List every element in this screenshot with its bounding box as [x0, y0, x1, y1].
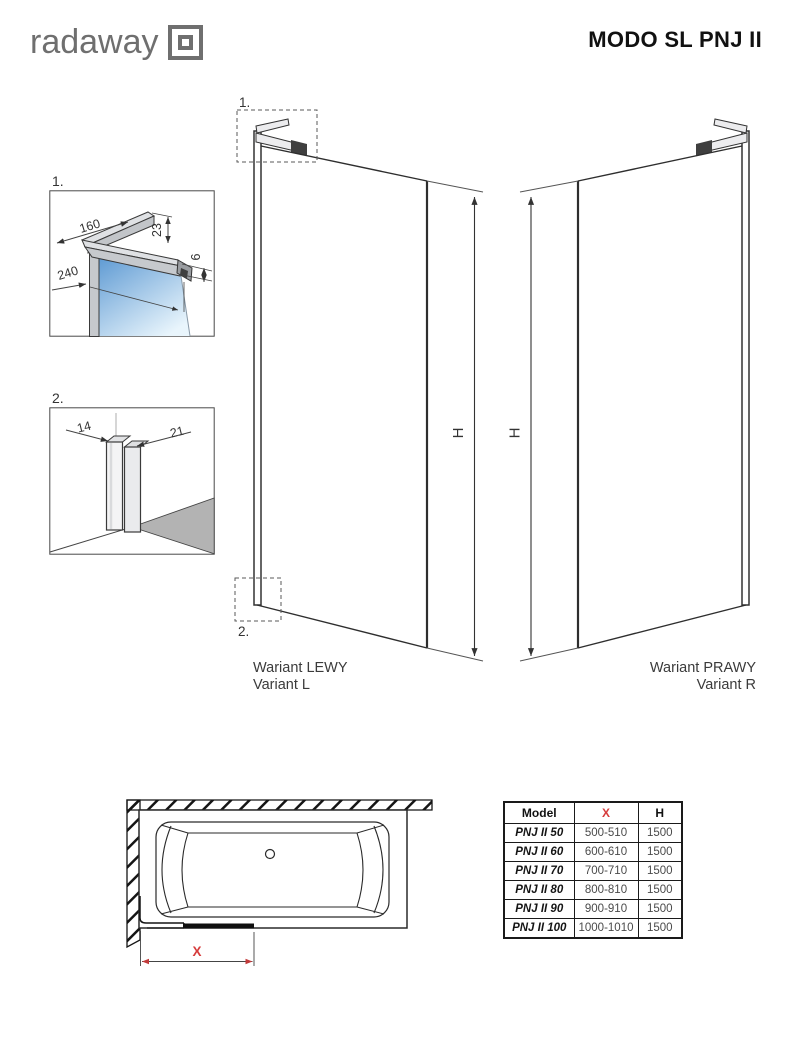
table-row	[504, 824, 682, 843]
dim-6-label: 6	[189, 253, 203, 261]
bottom-profiles	[107, 436, 149, 532]
h-cell: 1500	[638, 824, 682, 843]
detail2-callout: 2.	[52, 390, 64, 406]
dim-23-label: 23	[150, 223, 164, 237]
variant-left-drawing	[235, 95, 483, 661]
spec-table	[503, 801, 683, 939]
model-cell: PNJ II 90	[504, 900, 574, 919]
glass-top-edge-left	[261, 146, 427, 181]
wall-profile-left	[254, 131, 261, 605]
h-cell: 1500	[638, 881, 682, 900]
table-header-row	[504, 802, 682, 824]
dim-14-label: 14	[75, 418, 93, 436]
floor-shading	[132, 498, 214, 554]
x-cell: 1000-1010	[574, 919, 638, 939]
x-cell: 500-510	[574, 824, 638, 843]
width-x-label: X	[192, 944, 202, 959]
x-cell: 800-810	[574, 881, 638, 900]
brand-logo-text: radaway	[30, 23, 159, 61]
brand-square-icon	[168, 25, 203, 60]
glass-top-edge-right	[578, 146, 742, 181]
glass-bottom-edge-right	[578, 605, 746, 648]
page-title: MODO SL PNJ II	[588, 27, 762, 52]
detail1-drawing	[49, 190, 215, 337]
table-row	[504, 881, 682, 900]
x-cell: 600-610	[574, 843, 638, 862]
dim-21-label: 21	[168, 423, 186, 441]
model-cell: PNJ II 50	[504, 824, 574, 843]
x-cell: 900-910	[574, 900, 638, 919]
variant-left-caption	[253, 660, 348, 694]
model-cell: PNJ II 70	[504, 862, 574, 881]
extension-line	[520, 181, 578, 192]
detail1-reference-label: 1.	[239, 95, 251, 110]
table-row	[504, 843, 682, 862]
h-cell: 1500	[638, 900, 682, 919]
brand-logo	[30, 24, 203, 60]
x-cell: 700-710	[574, 862, 638, 881]
height-label-left: H	[450, 427, 467, 439]
col-header-h: H	[638, 802, 682, 824]
extension-line	[427, 181, 483, 192]
variant-right-name-pl: Wariant PRAWY	[649, 660, 756, 676]
bathtub-outline	[139, 810, 407, 928]
variant-left-name-en: Variant L	[253, 677, 310, 693]
brand-square-inner-icon	[178, 35, 193, 50]
model-cell: PNJ II 60	[504, 843, 574, 862]
variant-right-drawing	[507, 119, 750, 661]
h-cell: 1500	[638, 919, 682, 939]
floor-line	[50, 527, 132, 552]
h-cell: 1500	[638, 862, 682, 881]
elevation-drawings	[228, 86, 780, 706]
glass-bottom-edge-left	[257, 605, 427, 648]
col-header-x: X	[574, 802, 638, 824]
table-row	[504, 900, 682, 919]
height-label-right: H	[506, 427, 524, 439]
dim-160-label: 160	[77, 216, 102, 236]
bathtub-plan	[118, 790, 448, 980]
model-cell: PNJ II 80	[504, 881, 574, 900]
variant-right-name-en: Variant R	[696, 677, 756, 693]
model-cell: PNJ II 100	[504, 919, 574, 939]
dim-240-label: 240	[55, 263, 80, 283]
detail2-drawing	[49, 407, 215, 555]
table-row	[504, 862, 682, 881]
variant-left-name-pl: Wariant LEWY	[253, 660, 348, 676]
detail2-reference-label: 2.	[238, 624, 250, 639]
table-row	[504, 919, 682, 939]
wall-profile-right	[742, 131, 749, 605]
h-cell: 1500	[638, 843, 682, 862]
variant-right-caption	[560, 660, 756, 694]
wall-profile	[90, 249, 100, 337]
detail1-callout: 1.	[52, 173, 64, 189]
col-header-model: Model	[504, 802, 574, 824]
